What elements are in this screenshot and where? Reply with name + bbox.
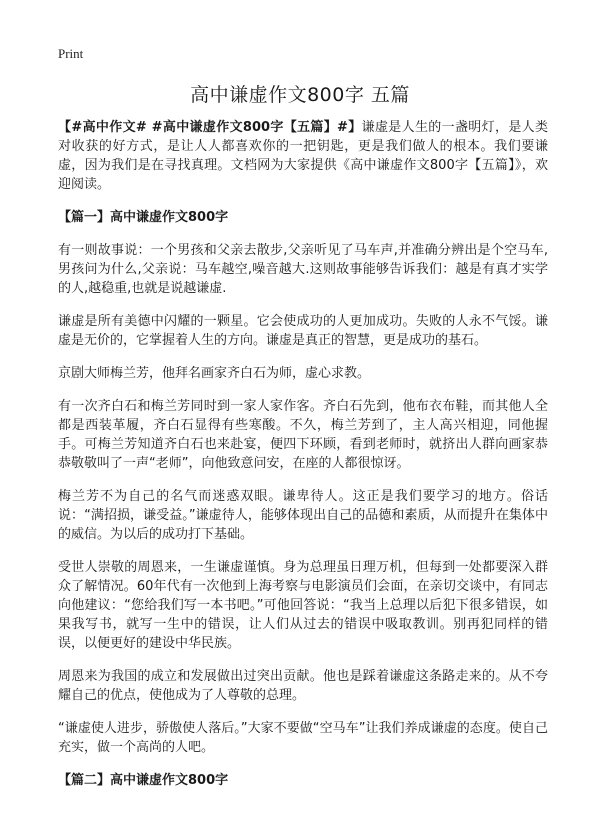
paragraph: 周恩来为我国的成立和发展做出过突出贡献。他也是踩着谦虚这条路走来的。从不夸耀自己的优点，使他成为了人尊敬的总理。 — [58, 669, 548, 703]
intro-text: 谦虚是人生的一盏明灯，是人类对收获的好方式，是让人人都喜欢你的一把钥匙，更是我们做人的根本。我们要谦虚，因为我们是在寻找真理。文档网为大家提供《高中谦虚作文800字【五篇】》，欢迎阅读。 — [58, 120, 548, 192]
paragraph: 有一次齐白石和梅兰芳同时到一家人家作客。齐白石先到，他布衣布鞋，而其他人全都是西装革履，齐白石显得有些寒酸。不久，梅兰芳到了，主人高兴相迎，同他握手。可梅兰芳知道齐白石也来赴宴，便四下环顾，看到老师时，就挤出人群向画家恭恭敬敬叫了一声“老师”，向他致意问安，在座的人都很惊讶。 — [58, 399, 548, 471]
paragraph: 梅兰芳不为自己的名气而迷惑双眼。谦卑待人。这正是我们要学习的地方。俗话说：“满招损，谦受益。”谦虚待人，能够体现出自己的品德和素质，从而提升在集体中的威信。为以后的成功打下基础。 — [58, 489, 548, 542]
paragraph: 京剧大师梅兰芳，他拜名画家齐白石为师，虚心求教。 — [58, 366, 371, 381]
document-body — [58, 118, 548, 804]
section-heading-1: 【篇一】高中谦虚作文800字 — [58, 210, 229, 225]
intro-paragraph — [58, 118, 548, 194]
intro-tags: 【#高中作文# #高中谦虚作文800字【五篇】#】 — [58, 120, 362, 135]
print-label: Print — [58, 46, 84, 61]
paragraph: 受世人崇敬的周恩来，一生谦虚谨慎。身为总理虽日理万机，但每到一处都要深入群众了解情况。60年代有一次他到上海考察与电影演员们会面，在亲切交谈中，有同志向他建议：“您给我们写一本书吧。”可他回答说：“我当上总理以后犯下很多错误，如果我写书，就写一生中的错误，让人们从过去的错误中吸取教训。别再犯同样的错误，以便更好的建设中华民族。 — [58, 560, 548, 651]
paragraph: “谦虚使人进步，骄傲使人落后。”大家不要做“空马车”让我们养成谦虚的态度。使自己充实，做一个高尚的人吧。 — [58, 721, 548, 755]
paragraph: 谦虚是所有美德中闪耀的一颗星。它会使成功的人更加成功。失败的人永不气馁。谦虚是无价的，它掌握着人生的方向。谦虚是真正的智慧，更是成功的基石。 — [58, 314, 548, 348]
document-title: 高中谦虚作文800字 五篇 — [190, 84, 410, 106]
paragraph: 有一则故事说：一个男孩和父亲去散步,父亲听见了马车声,并准确分辨出是个空马车,男孩问为什么,父亲说：马车越空,噪音越大.这则故事能够告诉我们：越是有真才实学的人,越稳重,也就是说越谦虚. — [58, 243, 548, 296]
section-heading-2: 【篇二】高中谦虚作文800字 — [58, 773, 229, 788]
